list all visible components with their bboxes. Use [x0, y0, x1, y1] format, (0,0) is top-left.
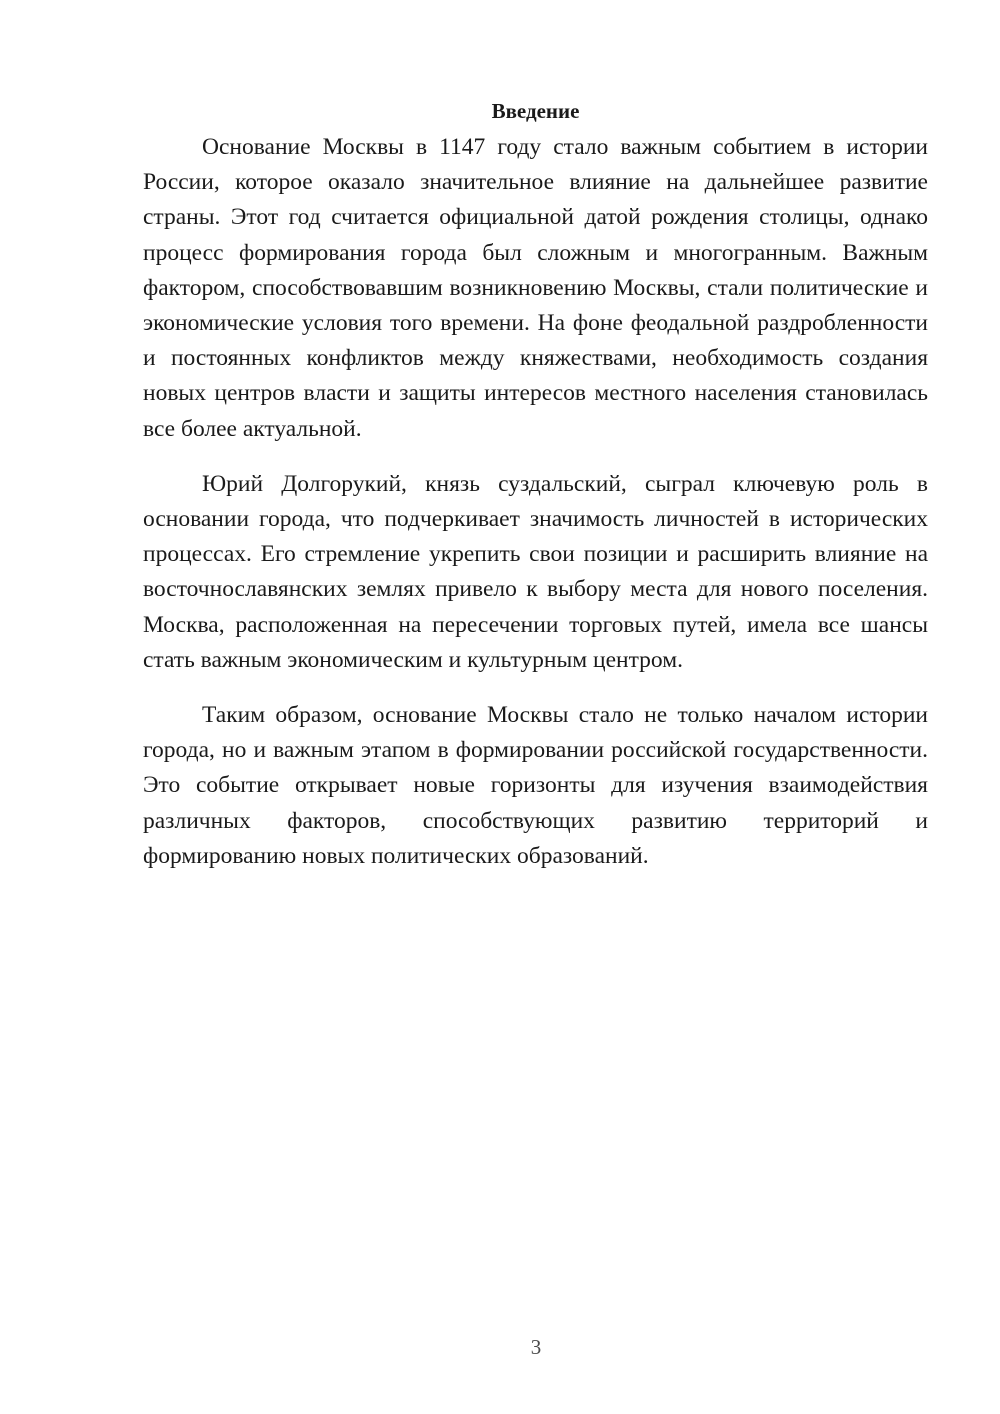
- paragraph-2: Юрий Долгорукий, князь суздальский, сыграл ключевую роль в основании города, что подчеркивает значимость личностей в исторических процессах. Его стремление укрепить свои позиции и расширить влияние на восточнославянских землях привело к выбору места для нового поселения. Москва, расположенная на пересечении торговых путей, имела все шансы стать важным экономическим и культурным центром.: [143, 470, 928, 673]
- paragraph-1: Основание Москвы в 1147 году стало важным событием в истории России, которое оказало значительное влияние на дальнейшее развитие страны. Этот год считается официальной датой рождения столицы, однако процесс формирования города был сложным и многогранным. Важным фактором, способствовавшим возникновению Москвы, стали политические и экономические условия того времени. На фоне феодальной раздробленности и постоянных конфликтов между княжествами, необходимость создания новых центров власти и защиты интересов местного населения становилась все более актуальной.: [143, 134, 928, 442]
- page-content: [143, 96, 928, 894]
- paragraph-3: Таким образом, основание Москвы стало не только началом истории города, но и важным этапом в формировании российской государственности. Это событие открывает новые горизонты для изучения взаимодействия различных факторов, способствующих развитию территорий и формированию новых политических образований.: [143, 702, 928, 869]
- page-number: 3: [530, 1335, 542, 1359]
- section-heading: Введение: [491, 99, 580, 123]
